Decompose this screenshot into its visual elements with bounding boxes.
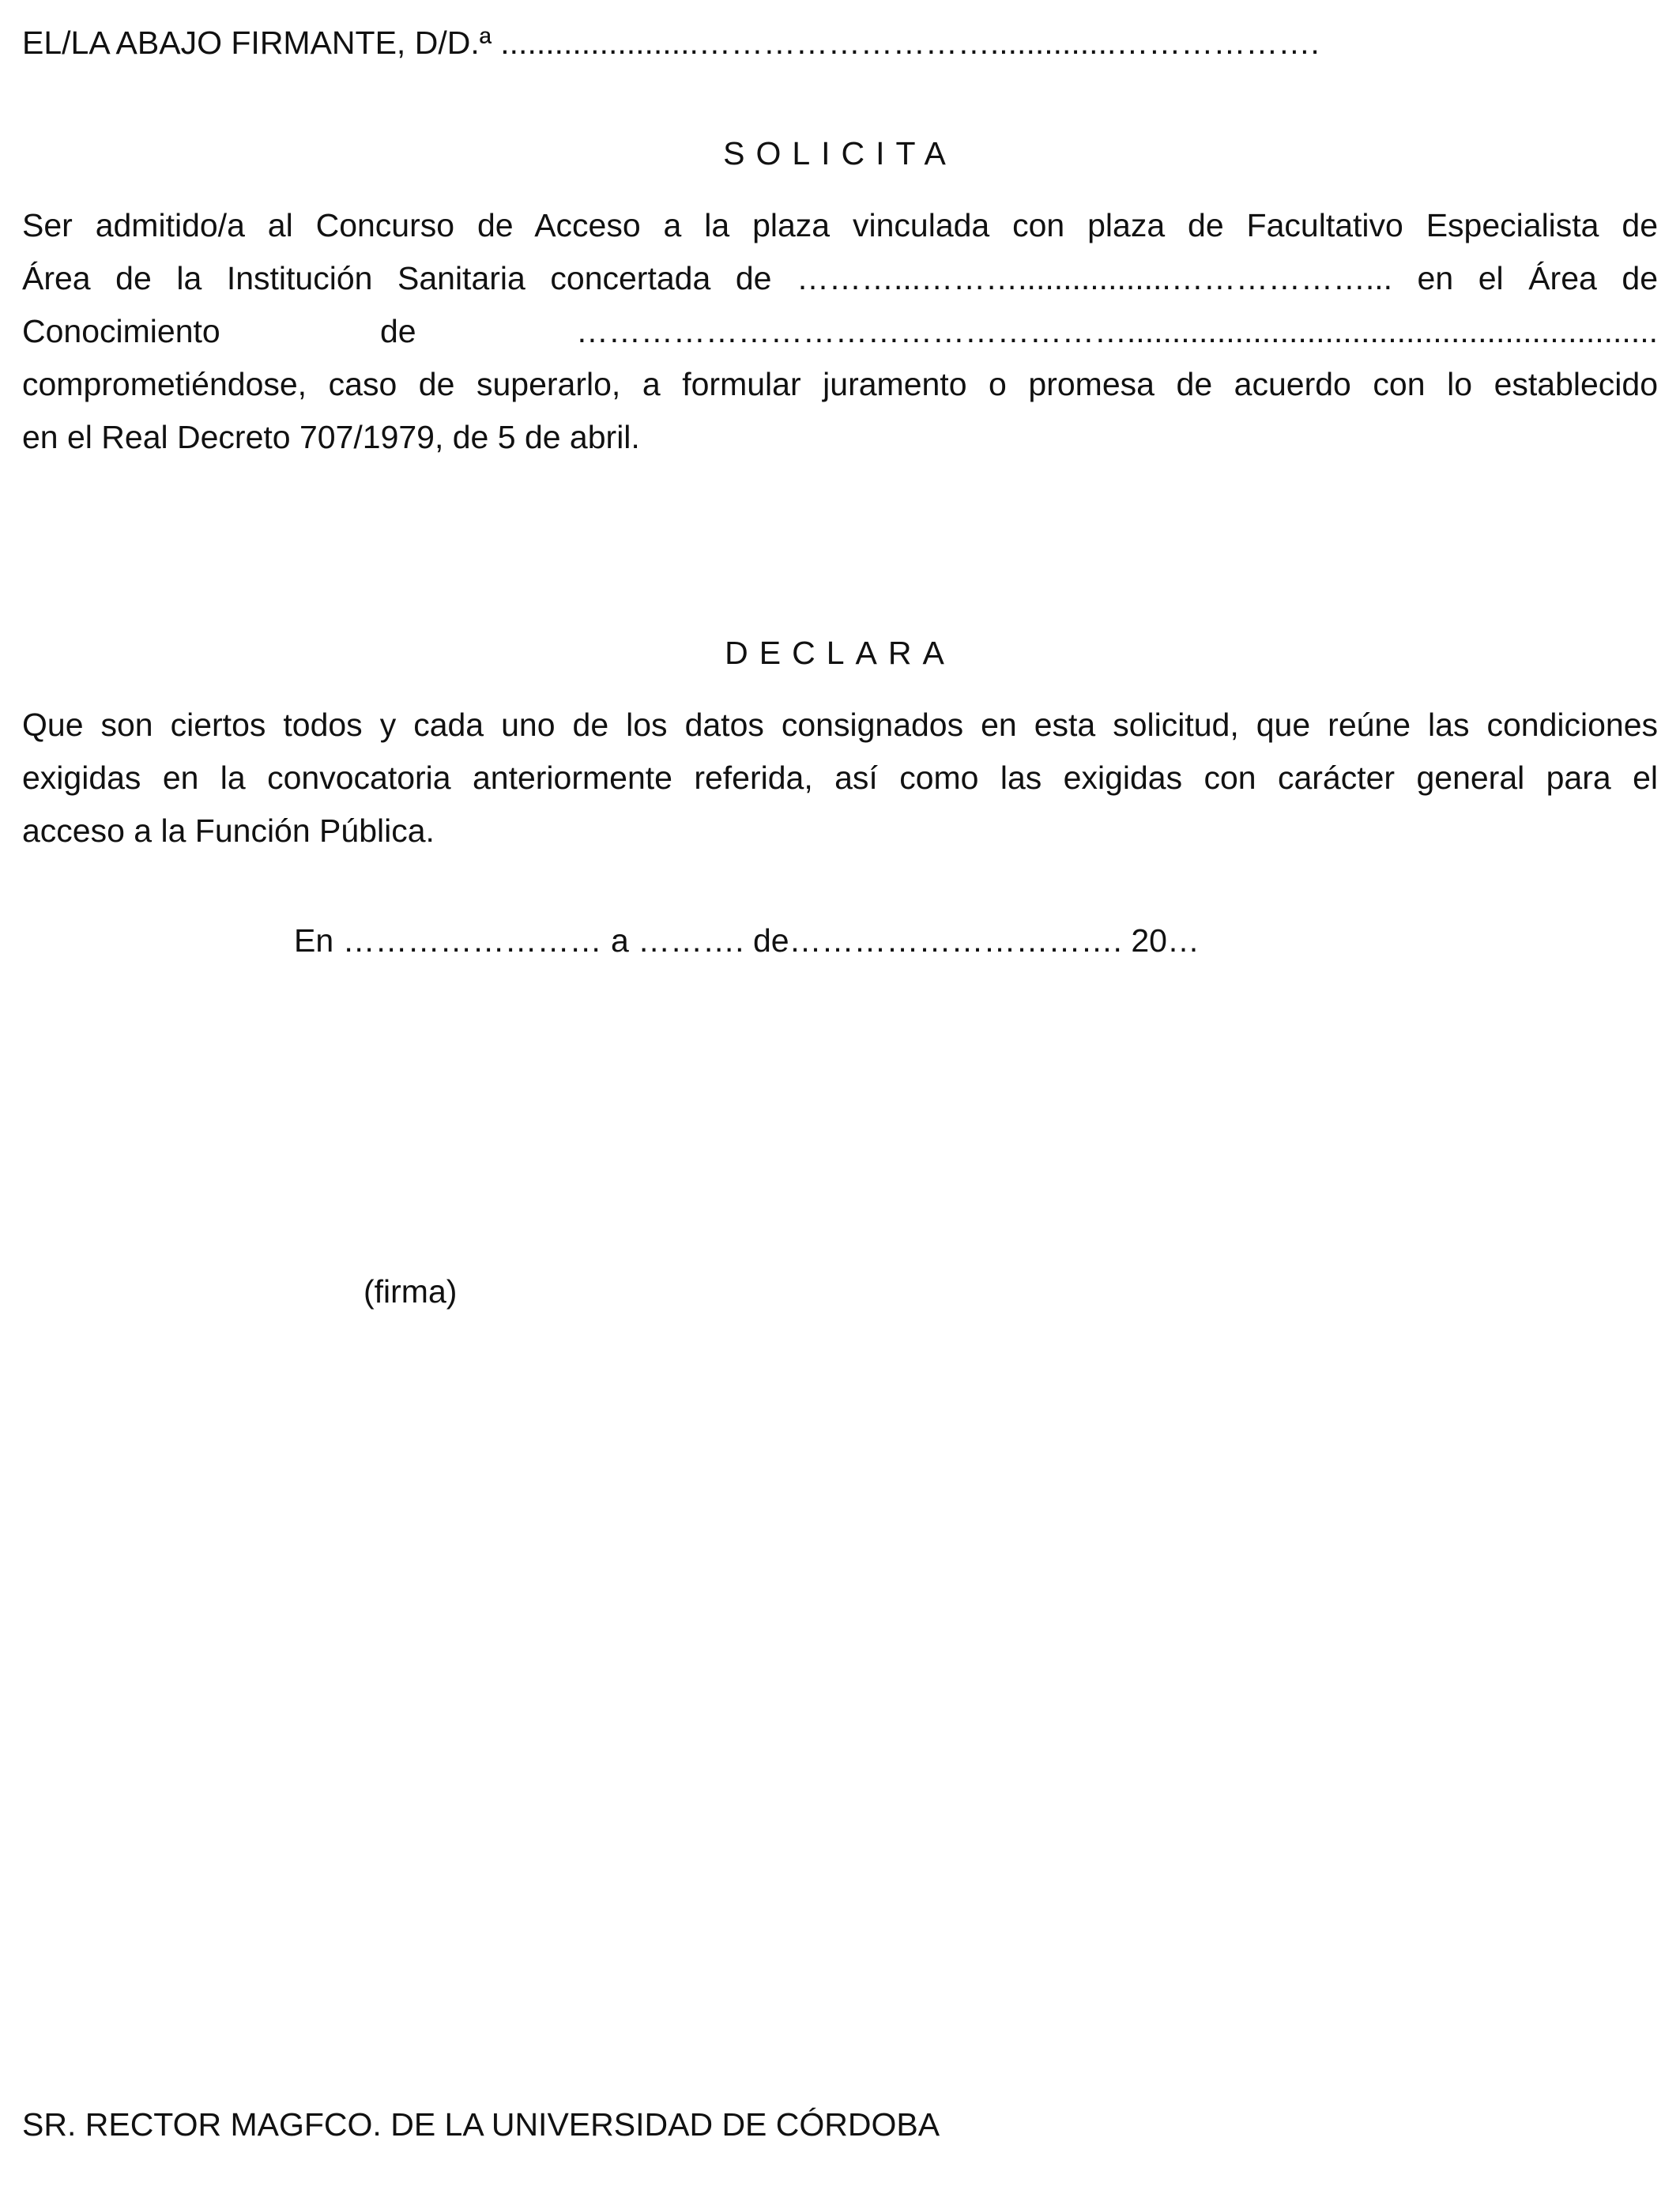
date-line: En …………………… a ………. de…………………………. 20… — [294, 922, 1200, 959]
solicita-line-5: en el Real Decreto 707/1979, de 5 de abril. — [22, 419, 640, 455]
declara-paragraph — [22, 699, 1658, 858]
declara-heading: DECLARA — [725, 635, 955, 671]
declara-line-2: exigidas en la convocatoria anteriormente referida, así como las exigidas con carácter general para el — [22, 760, 1658, 796]
solicita-line-3: Conocimiento de ……………………………………………........................................................... — [22, 313, 1658, 349]
solicita-line-1: Ser admitido/a al Concurso de Acceso a la plaza vinculada con plaza de Facultativo Especialista de — [22, 207, 1658, 243]
solicita-line-2: Área de la Institución Sanitaria concertada de ………...……….................………………... en el Área de — [22, 260, 1658, 296]
declara-line-3: acceso a la Función Pública. — [22, 812, 435, 849]
signer-line: EL/LA ABAJO FIRMANTE, D/D.ª ......................………………………..............………………. — [22, 25, 1320, 61]
declara-line-1: Que son ciertos todos y cada uno de los datos consignados en esta solicitud, que reúne las condiciones — [22, 707, 1658, 743]
solicita-line-4: comprometiéndose, caso de superarlo, a formular juramento o promesa de acuerdo con lo establecido — [22, 366, 1658, 402]
solicita-paragraph — [22, 199, 1658, 464]
signature-label: (firma) — [363, 1273, 458, 1310]
solicita-heading: SOLICITA — [723, 135, 957, 172]
addressee-line: SR. RECTOR MAGFCO. DE LA UNIVERSIDAD DE CÓRDOBA — [22, 2106, 940, 2143]
